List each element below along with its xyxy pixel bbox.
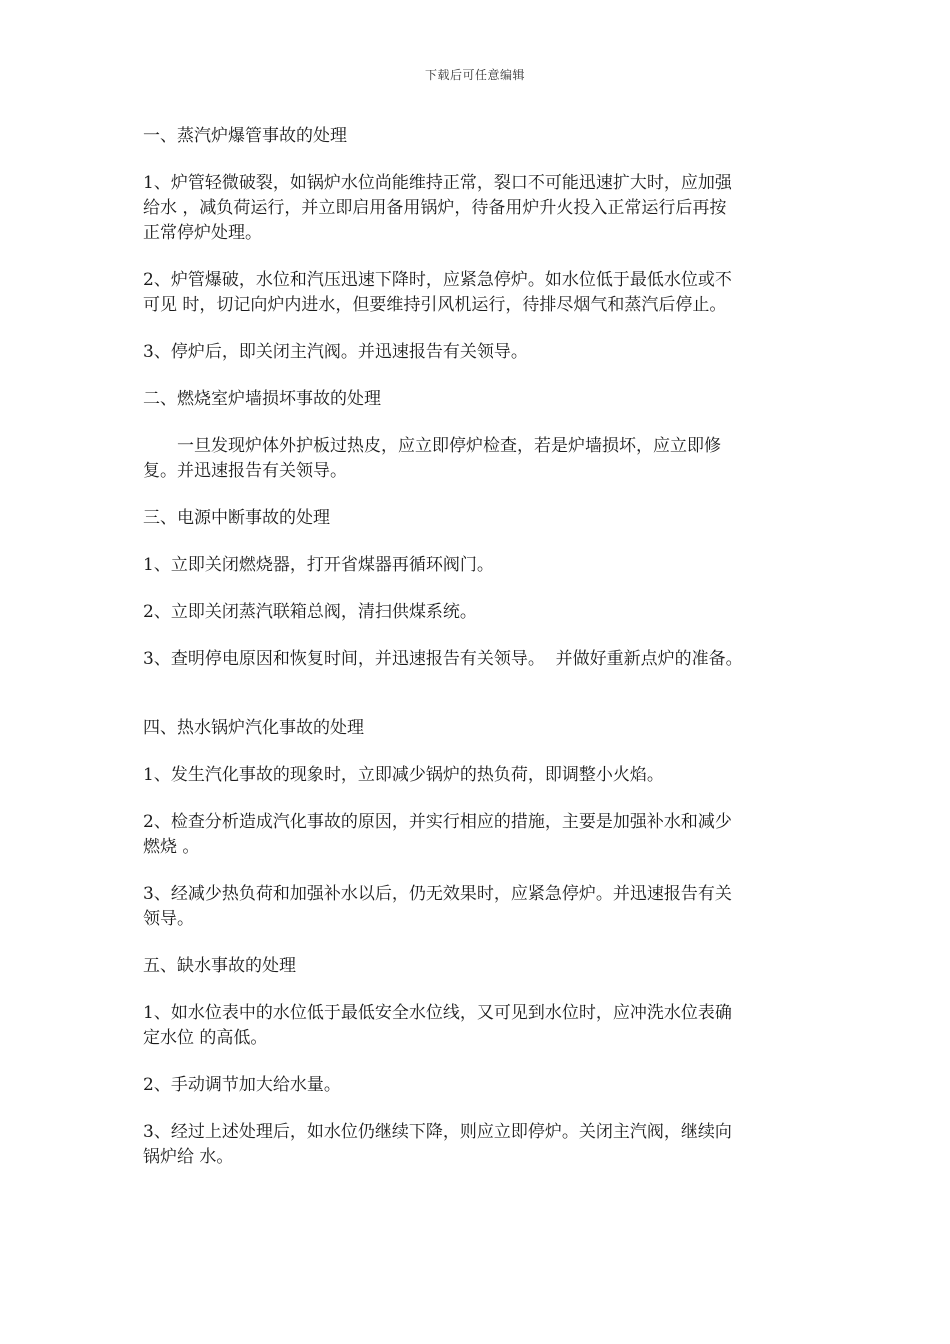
- section-3-item-3: 3、查明停电原因和恢复时间，并迅速报告有关领导。 并做好重新点炉的准备。: [143, 649, 743, 669]
- section-4-item-2: 2、检查分析造成汽化事故的原因，并实行相应的措施，主要是加强补水和减少 燃烧 。: [143, 812, 732, 857]
- section-5-item-1: 1、如水位表中的水位低于最低安全水位线，又可见到水位时，应冲洗水位表确 定水位 的高低。: [143, 1003, 732, 1048]
- section-3-item-2: 2、立即关闭蒸汽联箱总阀，清扫供煤系统。: [143, 602, 477, 622]
- section-5-item-3: 3、经过上述处理后，如水位仍继续下降，则应立即停炉。关闭主汽阀，继续向 锅炉给 水。: [143, 1122, 732, 1167]
- section-4-item-1: 1、发生汽化事故的现象时，立即减少锅炉的热负荷，即调整小火焰。: [143, 765, 664, 785]
- page-header: 下载后可任意编辑: [424, 68, 525, 82]
- section-heading-1: 一、蒸汽炉爆管事故的处理: [143, 126, 347, 146]
- section-2-item-1: 一旦发现炉体外护板过热皮，应立即停炉检查，若是炉墙损坏，应立即修 复。并迅速报告有关领导。: [143, 436, 721, 481]
- section-4-item-3: 3、经减少热负荷和加强补水以后，仍无效果时，应紧急停炉。并迅速报告有关 领导。: [143, 884, 732, 929]
- section-1-item-1: 1、炉管轻微破裂，如锅炉水位尚能维持正常，裂口不可能迅速扩大时，应加强 给水 ，减负荷运行，并立即启用备用锅炉，待备用炉升火投入正常运行后再按 正常停炉处理。: [143, 173, 732, 243]
- section-heading-2: 二、燃烧室炉墙损坏事故的处理: [143, 389, 381, 409]
- section-5-item-2: 2、手动调节加大给水量。: [143, 1075, 341, 1095]
- document-body: [143, 124, 823, 1170]
- section-heading-3: 三、电源中断事故的处理: [143, 508, 330, 528]
- section-1-item-2: 2、炉管爆破，水位和汽压迅速下降时，应紧急停炉。如水位低于最低水位或不 可见 时，切记向炉内进水，但要维持引风机运行，待排尽烟气和蒸汽后停止。: [143, 270, 732, 315]
- section-1-item-3: 3、停炉后，即关闭主汽阀。并迅速报告有关领导。: [143, 342, 528, 362]
- section-heading-5: 五、缺水事故的处理: [143, 956, 296, 976]
- section-3-item-1: 1、立即关闭燃烧器，打开省煤器再循环阀门。: [143, 555, 494, 575]
- section-heading-4: 四、热水锅炉汽化事故的处理: [143, 718, 364, 738]
